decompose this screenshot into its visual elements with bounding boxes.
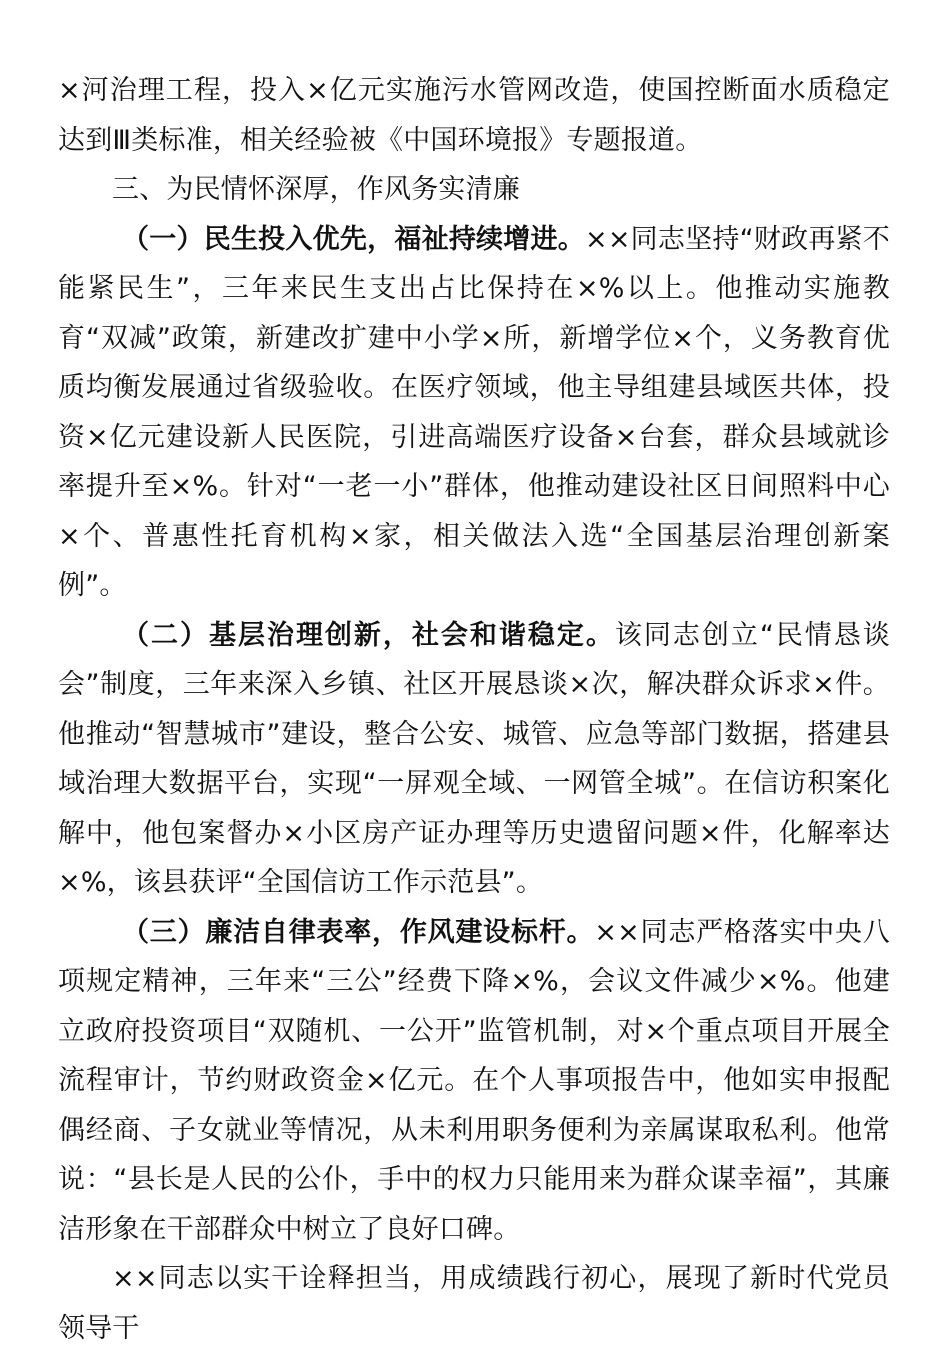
- document-body: [58, 66, 890, 1353]
- subsection-lead: （三）廉洁自律表率，作风建设标杆。: [122, 916, 595, 948]
- paragraph-closing: [58, 1254, 890, 1353]
- paragraph-text: 该同志创立“民情恳谈会”制度，三年来深入乡镇、社区开展恳谈×次，解决群众诉求×件。他推动“智慧城市”建设，整合公安、城管、应急等部门数据，搭建县域治理大数据平台，实现“一屏观全域、一网管全城”。在信访积案化解中，他包案督办×小区房产证办理等历史遗留问题×件，化解率达×%，该县获评“全国信访工作示范县”。: [58, 619, 890, 898]
- paragraph-text: ××同志坚持“财政再紧不能紧民生”，三年来民生支出占比保持在×%以上。他推动实施教育“双减”政策，新建改扩建中小学×所，新增学位×个，义务教育优质均衡发展通过省级验收。在医疗领域，他主导组建县域医共体，投资×亿元建设新人民医院，引进高端医疗设备×台套，群众县域就诊率提升至×%。针对“一老一小”群体，他推动建设社区日间照料中心×个、普惠性托育机构×家，相关做法入选“全国基层治理创新案例”。: [58, 223, 890, 601]
- paragraph-subsection-1: [58, 215, 890, 611]
- section-heading-text: 三、为民情怀深厚，作风务实清廉: [112, 174, 520, 205]
- paragraph-continuation: [58, 66, 890, 165]
- paragraph-text: ××同志严格落实中央八项规定精神，三年来“三公”经费下降×%，会议文件减少×%。他建立政府投资项目“双随机、一公开”监管机制，对×个重点项目开展全流程审计，节约财政资金×亿元。在个人事项报告中，他如实申报配偶经商、子女就业等情况，从未利用职务便利为亲属谋取私利。他常说：“县长是人民的公仆，手中的权力只能用来为群众谋幸福”，其廉洁形象在干部群众中树立了良好口碑。: [58, 916, 890, 1245]
- paragraph-text: ××同志以实干诠释担当，用成绩践行初心，展现了新时代党员领导干: [58, 1263, 890, 1344]
- paragraph-subsection-2: [58, 611, 890, 908]
- subsection-lead: （二）基层治理创新，社会和谐稳定。: [122, 619, 615, 651]
- paragraph-subsection-3: [58, 908, 890, 1255]
- paragraph-text: ×河治理工程，投入×亿元实施污水管网改造，使国控断面水质稳定达到Ⅲ类标准，相关经验被《中国环境报》专题报道。: [58, 75, 890, 156]
- section-heading: [58, 165, 890, 215]
- subsection-lead: （一）民生投入优先，福祉持续增进。: [122, 223, 585, 255]
